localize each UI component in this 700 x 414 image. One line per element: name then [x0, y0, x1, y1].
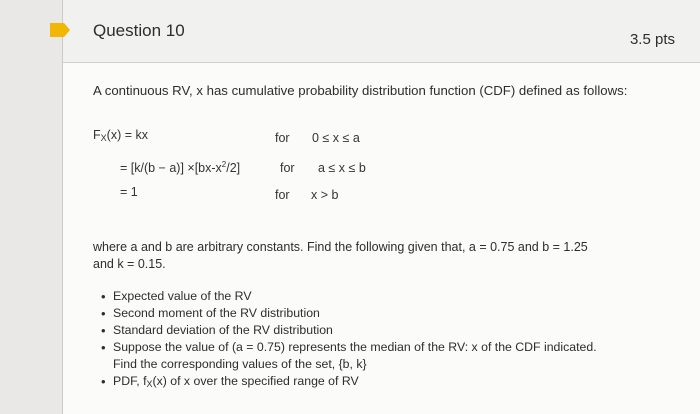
question-points: 3.5 pts [629, 31, 675, 48]
cdf-row-1-rhs: (x) = kx [106, 128, 148, 142]
cdf-subscript: X [100, 133, 107, 143]
task-text: Second moment of the RV distribution [113, 306, 320, 320]
bullet-icon: • [101, 340, 106, 355]
task-item [101, 305, 621, 322]
task-list [101, 288, 621, 393]
question-description: where a and b are arbitrary constants. Find the following given that, a = 0.75 and b = 1.25 and k = 0.15. [93, 240, 588, 271]
task-text-b: (x) of x over the specified range of RV [152, 374, 359, 388]
cdf-row-2-exponent: 2 [221, 160, 227, 169]
bullet-icon: • [101, 306, 106, 321]
question-intro: A continuous RV, x has cumulative probability distribution function (CDF) defined as follows: [93, 83, 628, 98]
cdf-row-1-expression [93, 128, 148, 143]
cdf-row-2-for: for [280, 161, 295, 175]
bullet-icon: • [101, 374, 106, 389]
cdf-row-1-for: for [275, 131, 290, 145]
question-title: Question 10 [93, 21, 185, 40]
task-text-a: PDF, f [113, 374, 147, 388]
bullet-icon: • [101, 323, 106, 338]
task-item [101, 288, 621, 305]
flag-icon[interactable] [50, 23, 70, 37]
cdf-row-2-expression [120, 160, 240, 175]
cdf-row-2-expr-a: = [k/(b − a)] ×[bx-x [120, 161, 222, 175]
cdf-row-2-expr-b: /2] [226, 161, 241, 175]
cdf-function-name: F [93, 128, 101, 142]
task-subscript: X [146, 379, 153, 389]
task-text: Expected value of the RV [113, 289, 252, 303]
cdf-row-3-range: x > b [311, 188, 339, 202]
cdf-row-3-for: for [275, 188, 290, 202]
bullet-icon: • [101, 289, 106, 304]
task-text: Standard deviation of the RV distribution [113, 323, 333, 337]
task-item [101, 322, 621, 339]
task-text: Suppose the value of (a = 0.75) represents the median of the RV: x of the CDF indicated. Find the corresponding values of the set, {b, k} [113, 340, 597, 371]
cdf-row-1-range: 0 ≤ x ≤ a [312, 131, 360, 145]
cdf-row-2-range: a ≤ x ≤ b [318, 161, 366, 175]
task-item [101, 339, 621, 373]
cdf-row-3-expression: = 1 [120, 185, 138, 199]
question-card [62, 0, 700, 414]
question-header [63, 0, 700, 63]
task-item [101, 373, 621, 393]
